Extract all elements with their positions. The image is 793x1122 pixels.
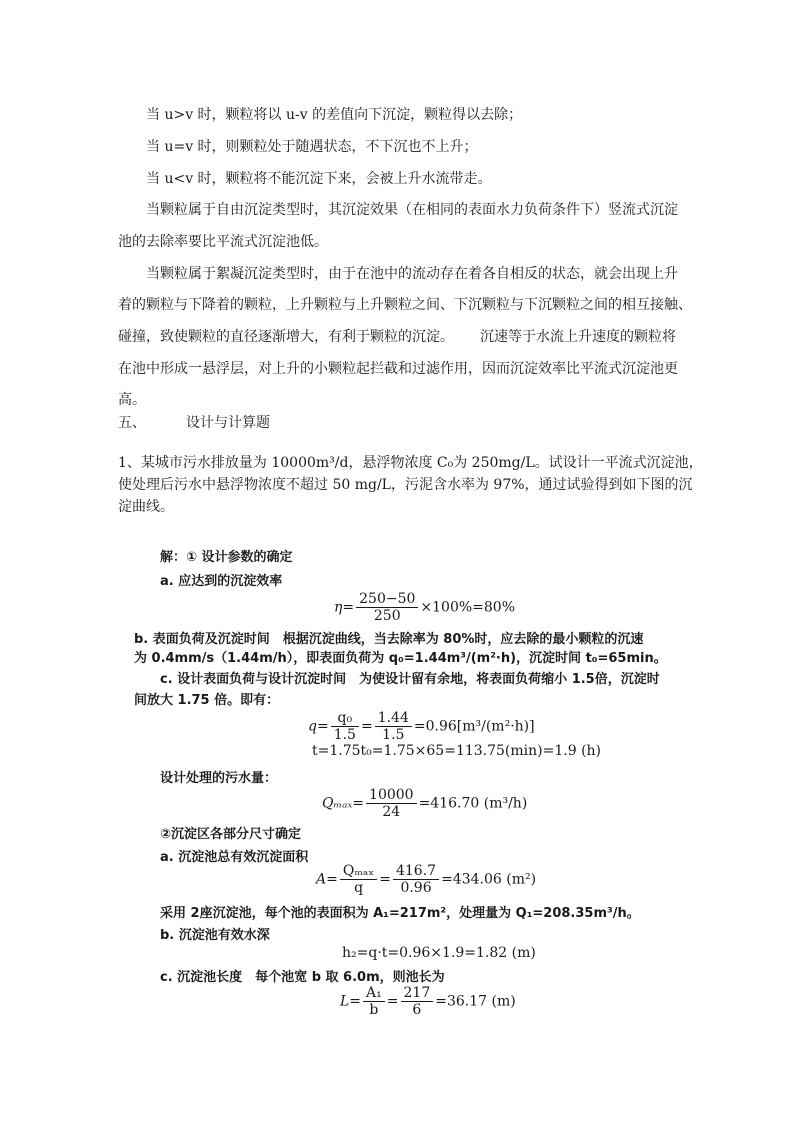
solution-surface-load-line2: 为 0.4mm/s（1.44m/h），即表面负荷为 q₀=1.44m³/(m²·h)，沉淀时间 t₀=65min。 bbox=[134, 651, 667, 666]
L-frac1-numerator: A₁ bbox=[363, 985, 385, 1002]
paragraph-flocculent-line5: 高。 bbox=[118, 392, 146, 408]
solution-two-tanks: 采用 2座沉淀池，每个池的表面积为 A₁=217m²，处理量为 Q₁=208.35m³/h。 bbox=[160, 906, 640, 921]
eta-rhs: ×100%=80% bbox=[420, 599, 516, 616]
question-1-line3: 淀曲线。 bbox=[118, 499, 174, 515]
paragraph-u-less-v: 当 u<v 时，颗粒将不能沉淀下来，会被上升水流带走。 bbox=[146, 171, 492, 187]
paragraph-flocculent-line4: 在池中形成一悬浮层，对上升的小颗粒起拦截和过滤作用，因而沉淀效率比平流式沉淀池更 bbox=[118, 361, 678, 377]
A-frac2-denominator: 0.96 bbox=[400, 880, 432, 896]
q-equation bbox=[308, 710, 535, 743]
A-frac1-numerator: Qₘₐₓ bbox=[340, 863, 377, 880]
paragraph-free-settling-line1: 当颗粒属于自由沉淀类型时，其沉淀效果（在相同的表面水力负荷条件下）竖流式沉淀 bbox=[146, 202, 678, 218]
h-equation: h₂=q·t=0.96×1.9=1.82 (m) bbox=[342, 945, 536, 961]
paragraph-u-equal-v: 当 u=v 时，则颗粒处于随遇状态，不下沉也不上升； bbox=[146, 139, 478, 155]
q-frac2-numerator: 1.44 bbox=[375, 710, 412, 727]
paragraph-flocculent-line3 bbox=[118, 326, 676, 346]
L-frac2-numerator: 217 bbox=[401, 985, 434, 1002]
paragraph-flocculent-line3-a: 碰撞，致使颗粒的直径逐渐增大，有利于颗粒的沉淀。 bbox=[118, 329, 454, 345]
solution-area-heading: a. 沉淀池总有效沉淀面积 bbox=[160, 850, 309, 865]
A-equation bbox=[316, 863, 536, 896]
A-frac2-numerator: 416.7 bbox=[393, 863, 439, 880]
solution-depth-heading: b. 沉淀池有效水深 bbox=[160, 928, 270, 943]
q-frac2-denominator: 1.5 bbox=[382, 727, 405, 743]
solution-length-heading: c. 沉淀池长度 每个池宽 b 取 6.0m，则池长为 bbox=[160, 970, 445, 985]
eta-numerator: 250−50 bbox=[356, 591, 418, 608]
q-frac1-denominator: 1.5 bbox=[333, 727, 356, 743]
Q-numerator: 10000 bbox=[366, 787, 417, 804]
eta-lhs: η= bbox=[334, 599, 355, 616]
Q-denominator: 24 bbox=[382, 804, 401, 820]
A-frac1-denominator: q bbox=[354, 880, 364, 896]
Q-lhs: Qₘₐₓ= bbox=[322, 795, 365, 812]
solution-step1-heading: 解：① 设计参数的确定 bbox=[160, 550, 293, 565]
Q-equation bbox=[322, 787, 527, 820]
L-frac2-denominator: 6 bbox=[412, 1002, 422, 1018]
section-heading bbox=[118, 412, 270, 432]
q-lhs: q= bbox=[308, 718, 329, 735]
L-eq-sign: = bbox=[386, 993, 399, 1010]
efficiency-equation bbox=[334, 591, 515, 624]
L-frac1-denominator: b bbox=[369, 1002, 379, 1018]
q-frac1-numerator: q₀ bbox=[331, 710, 359, 727]
A-lhs: A= bbox=[316, 871, 338, 888]
solution-flow-heading: 设计处理的污水量： bbox=[160, 771, 278, 786]
solution-design-load-line2: 间放大 1.75 倍。即有： bbox=[134, 693, 280, 708]
solution-design-load-line1: c. 设计表面负荷与设计沉淀时间 为使设计留有余地，将表面负荷缩小 1.5倍，沉淀时 bbox=[160, 672, 660, 687]
solution-surface-load-line1: b. 表面负荷及沉淀时间 根据沉淀曲线，当去除率为 80%时，应去除的最小颗粒的沉速 bbox=[134, 632, 644, 647]
t-equation: t=1.75t₀=1.75×65=113.75(min)=1.9 (h) bbox=[312, 743, 602, 759]
A-rhs: =434.06 (m²) bbox=[441, 871, 537, 888]
paragraph-u-greater-v: 当 u>v 时，颗粒将以 u-v 的差值向下沉淀，颗粒得以去除； bbox=[146, 107, 523, 123]
Q-rhs: =416.70 (m³/h) bbox=[418, 795, 528, 812]
eta-denominator: 250 bbox=[373, 608, 401, 624]
L-lhs: L= bbox=[340, 993, 362, 1010]
A-eq-sign: = bbox=[379, 871, 391, 888]
paragraph-flocculent-line1: 当颗粒属于絮凝沉淀类型时，由于在池中的流动存在着各自相反的状态，就会出现上升 bbox=[146, 266, 678, 282]
solution-efficiency-heading: a. 应达到的沉淀效率 bbox=[160, 574, 283, 589]
section-number: 五、 bbox=[118, 415, 146, 431]
paragraph-flocculent-line3-b: 沉速等于水流上升速度的颗粒将 bbox=[480, 329, 676, 345]
L-rhs: =36.17 (m) bbox=[435, 993, 516, 1010]
q-rhs: =0.96[m³/(m²·h)] bbox=[413, 718, 535, 735]
paragraph-free-settling-line2: 池的去除率要比平流式沉淀池低。 bbox=[118, 234, 328, 250]
solution-step2-heading: ②沉淀区各部分尺寸确定 bbox=[160, 827, 302, 842]
paragraph-flocculent-line2: 着的颗粒与下降着的颗粒，上升颗粒与上升颗粒之间、下沉颗粒与下沉颗粒之间的相互接触、 bbox=[118, 297, 692, 313]
q-eq-sign: = bbox=[360, 718, 373, 735]
section-title: 设计与计算题 bbox=[186, 415, 270, 431]
question-1-line1: 1、某城市污水排放量为 10000m³/d，悬浮物浓度 C₀为 250mg/L。试设计一平流式沉淀池， bbox=[118, 455, 703, 471]
L-equation bbox=[340, 985, 516, 1018]
question-1-line2: 使处理后污水中悬浮物浓度不超过 50 mg/L，污泥含水率为 97%，通过试验得到如下图的沉 bbox=[118, 477, 693, 493]
